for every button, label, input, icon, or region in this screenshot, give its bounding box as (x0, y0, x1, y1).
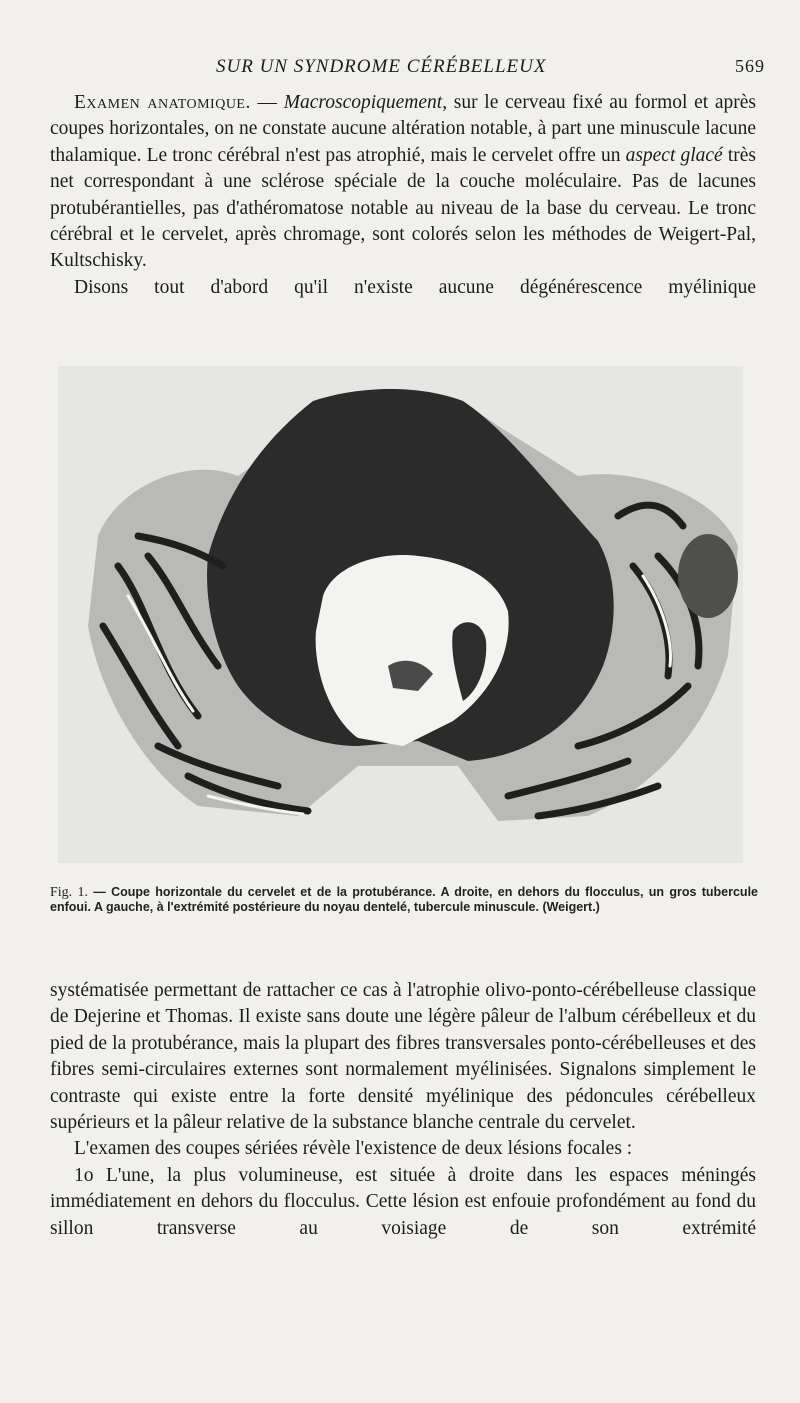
lead-italic: Macroscopiquement (283, 92, 443, 113)
section-lead: Examen anatomique. (74, 92, 251, 113)
figure-cerebellum-section (58, 366, 743, 863)
figure-caption (50, 885, 758, 915)
figure-label: Fig. 1. (50, 885, 88, 900)
paragraph-systematisee: systématisée permettant de rattacher ce cas à l'atrophie olivo-ponto-cérébelleuse classique de Dejerine et Thomas. Il existe sans doute une légère pâleur de l'album cérébelleux et du pied de la protubérance, mais la plupart des fibres transversales ponto-cérébelleuses et des fibres semi-circulaires externes sont normalement myélinisées. Signalons simplement le contraste qui existe entre la forte densité myélinique des pédoncules cérébelleux supérieurs et la pâleur relative de la substance blanche centrale du cervelet. (50, 980, 756, 1134)
paragraph-text: , sur le cerveau fixé au formol et après coupes horizontales, on ne constate aucune altération notable, à part une minuscule lacune thalamique. Le tronc cérébral n'est pas atrophié, mais le cervelet offre un (50, 92, 756, 166)
paragraph-examen (50, 90, 756, 275)
caption-text: — Coupe horizontale du cervelet et de la protubérance. A droite, en dehors du flocculus, un gros tubercule enfoui. A gauche, à l'extrémité postérieure du noyau dentelé, tubercule minuscule. (Weigert.) (50, 885, 758, 914)
list-number: 1o (74, 1164, 94, 1186)
paragraph-text: L'une, la plus volumineuse, est située à droite dans les espaces méningés immédiatement en dehors du flocculus. Cette lésion est enfouie profondément au fond du sillon transverse au voisiage de son extrémité (50, 1164, 756, 1239)
lead-dash: — (250, 92, 284, 113)
bottom-text-block (50, 978, 756, 1242)
paragraph-examen-coupes: L'examen des coupes sériées révèle l'existence de deux lésions focales : (74, 1138, 633, 1160)
top-text-block (50, 90, 756, 301)
page-number: 569 (735, 56, 765, 76)
italic-phrase: aspect glacé (625, 144, 723, 166)
running-title: SUR UN SYNDROME CÉRÉBELLEUX (216, 56, 547, 77)
paragraph-text-cont: très net correspondant à une sclérose spéciale de la couche moléculaire. Pas de lacunes protubérantielles, pas d'athéromatose notable au niveau de la base du cerveau. Le tronc cérébral et le cervelet, après chromage, sont colorés selon les méthodes de Weigert-Pal, Kultschisky. (50, 144, 756, 272)
paragraph-disons: Disons tout d'abord qu'il n'existe aucune dégénérescence myélinique (74, 276, 756, 298)
cerebellum-section-image (58, 366, 743, 863)
running-head (50, 56, 765, 78)
paragraph-lesion-1 (50, 1163, 756, 1242)
